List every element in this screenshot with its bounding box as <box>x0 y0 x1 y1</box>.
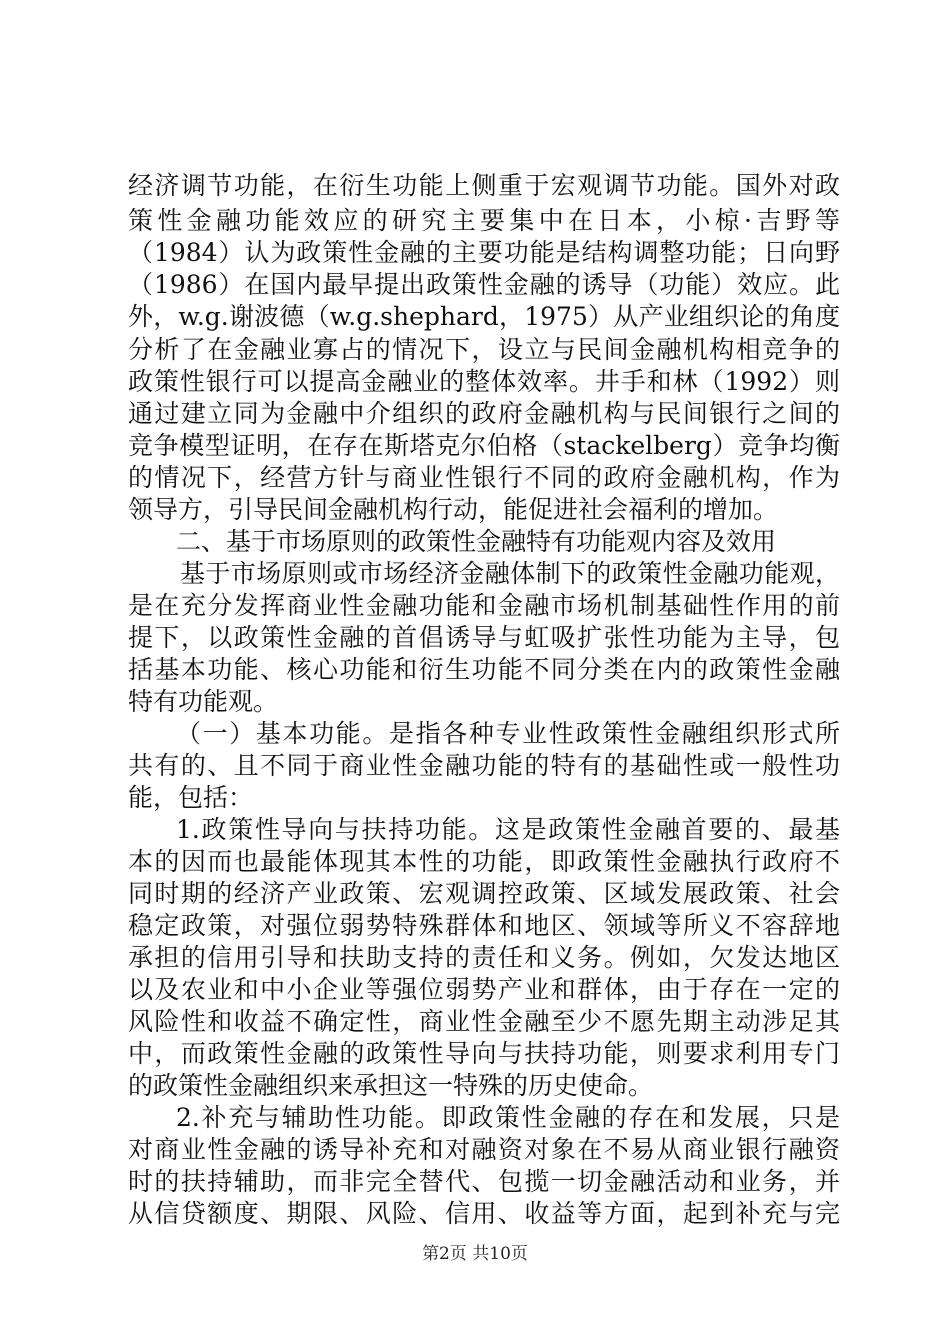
text-line: 基于市场原则或市场经济金融体制下的政策性金融功能观， <box>180 559 840 588</box>
text-line: 承担的信用引导和扶助支持的责任和义务。例如，欠发达地区 <box>128 943 840 972</box>
text-line: 同时期的经济产业政策、宏观调控政策、区域发展政策、社会 <box>128 879 840 908</box>
text-line: 对商业性金融的诱导补充和对融资对象在不易从商业银行融资 <box>128 1135 840 1164</box>
text-line: 策性金融功能效应的研究主要集中在日本，小椋·吉野等 <box>128 206 840 235</box>
text-line: （一）基本功能。是指各种专业性政策性金融组织形式所 <box>176 719 840 748</box>
text-line: 括基本功能、核心功能和衍生功能不同分类在内的政策性金融 <box>128 655 840 684</box>
text-line: 的政策性金融组织来承担这一特殊的历史使命。 <box>128 1071 654 1100</box>
text-line: 二、基于市场原则的政策性金融特有功能观内容及效用 <box>176 527 777 556</box>
text-line: 通过建立同为金融中介组织的政府金融机构与民间银行之间的 <box>128 399 840 428</box>
text-line: 竞争模型证明，在存在斯塔克尔伯格（stackelberg）竞争均衡 <box>128 431 840 460</box>
text-line: 领导方，引导民间金融机构行动，能促进社会福利的增加。 <box>128 495 779 524</box>
text-line: 风险性和收益不确定性，商业性金融至少不愿先期主动涉足其 <box>128 1007 840 1036</box>
text-line: 共有的、且不同于商业性金融功能的特有的基础性或一般性功 <box>128 751 840 780</box>
text-line: 以及农业和中小企业等强位弱势产业和群体，由于存在一定的 <box>128 975 840 1004</box>
text-line: 从信贷额度、期限、风险、信用、收益等方面，起到补充与完 <box>128 1199 840 1228</box>
text-line: 提下，以政策性金融的首倡诱导与虹吸扩张性功能为主导，包 <box>128 623 840 652</box>
text-line: 稳定政策，对强位弱势特殊群体和地区、领域等所义不容辞地 <box>128 911 840 940</box>
text-line: 本的因而也最能体现其本性的功能，即政策性金融执行政府不 <box>128 847 840 876</box>
text-line: 1.政策性导向与扶持功能。这是政策性金融首要的、最基 <box>176 815 840 844</box>
text-line: 特有功能观。 <box>128 687 279 716</box>
text-line: 政策性银行可以提高金融业的整体效率。井手和林（1992）则 <box>128 367 840 396</box>
text-line: 能，包括： <box>128 783 254 812</box>
text-line: 2.补充与辅助性功能。即政策性金融的存在和发展，只是 <box>176 1103 840 1132</box>
text-line: 时的扶持辅助，而非完全替代、包揽一切金融活动和业务，并 <box>128 1167 840 1196</box>
text-line: 是在充分发挥商业性金融功能和金融市场机制基础性作用的前 <box>128 591 840 620</box>
text-line: 的情况下，经营方针与商业性银行不同的政府金融机构，作为 <box>128 463 840 492</box>
text-line: （1984）认为政策性金融的主要功能是结构调整功能；日向野 <box>128 238 840 267</box>
text-line: （1986）在国内最早提出政策性金融的诱导（功能）效应。此 <box>128 270 840 299</box>
text-line: 经济调节功能，在衍生功能上侧重于宏观调节功能。国外对政 <box>128 171 840 200</box>
page-footer: 第2页 共10页 <box>422 1244 528 1264</box>
text-line: 中，而政策性金融的政策性导向与扶持功能，则要求利用专门 <box>128 1039 840 1068</box>
text-line: 外，w.g.谢波德（w.g.shephard，1975）从产业组织论的角度 <box>128 302 840 331</box>
text-line: 分析了在金融业寡占的情况下，设立与民间金融机构相竞争的 <box>128 335 840 364</box>
